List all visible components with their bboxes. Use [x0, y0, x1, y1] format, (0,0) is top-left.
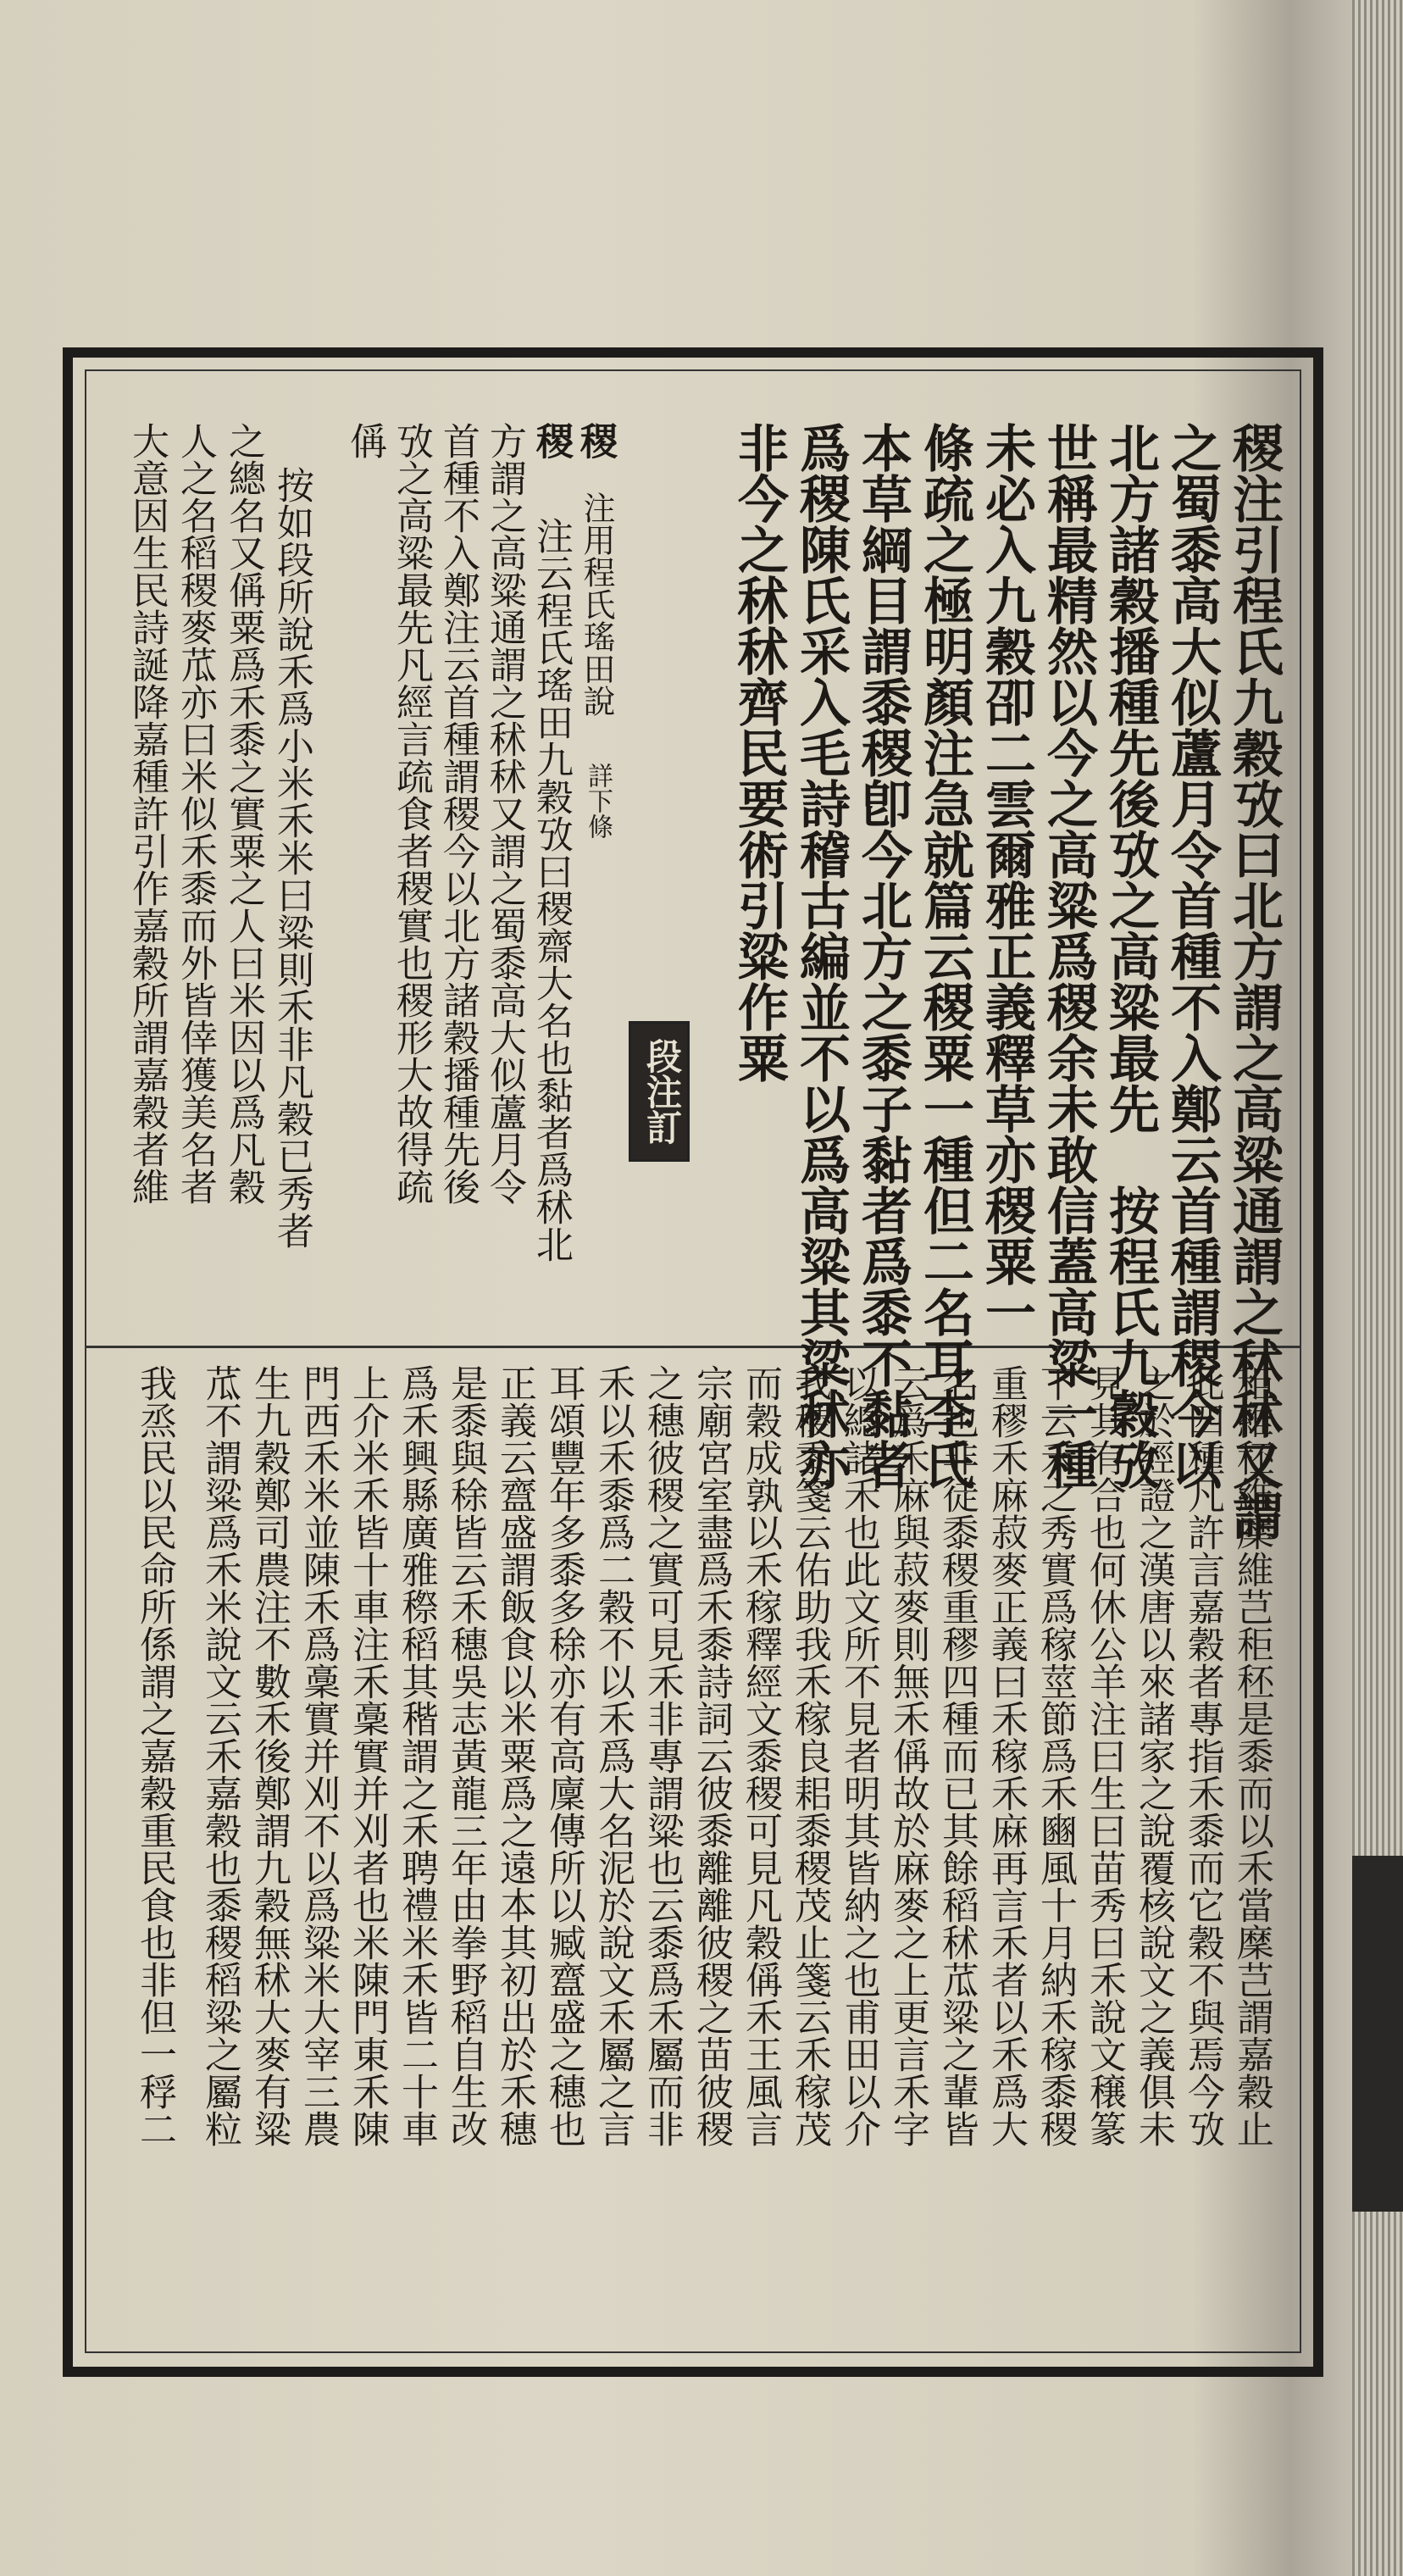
lower-column-11: 而穀成孰以禾稼釋經文黍稷可見凡穀偁禾王風言 — [739, 1364, 782, 2147]
lower-column-19: 上介米禾皆十車注禾稾實并刈者也米陳門東禾陳 — [346, 1364, 389, 2147]
upper-column-7: 本草綱目謂黍稷卽今北方之黍子黏者爲黍不黏者 — [853, 422, 912, 1490]
lower-column-21: 生九穀鄭司農注不數禾後鄭謂九穀無秫大麥有粱 — [247, 1364, 291, 2147]
lower-column-3: 之於經證之漢唐以來諸家之說覆核說文之義俱未 — [1132, 1364, 1175, 2147]
entry-column-9: 大意因生民詩誕降嘉種許引作嘉穀所謂嘉穀者維 — [125, 422, 169, 1205]
entry-column-1: 注云程氏瑤田九穀攷曰稷齋大名也黏者爲秫北 — [530, 517, 573, 1263]
entry-heading-char: 稷 — [574, 422, 617, 459]
entry-heading-char-2: 稷 — [530, 422, 573, 459]
entry-column-2: 方謂之高粱通謂之秫秫又謂之蜀黍高大似蘆月令 — [483, 422, 526, 1205]
lower-column-22: 苽不謂粱爲禾米說文云禾嘉穀也黍稷稻粱之屬粒 — [198, 1364, 241, 2147]
upper-column-9: 非今之秫秫齊民要術引粱作粟 — [729, 422, 789, 1083]
upper-column-3: 北方諸穀播種先後攷之高粱最先 按程氏九穀攷 — [1101, 422, 1160, 1490]
lower-column-2: 此四種凡許言嘉穀者專指禾黍而它穀不與焉今攷 — [1181, 1364, 1224, 2147]
upper-column-1: 稷注引程氏九穀攷曰北方謂之高粱通謂之秫秫又謂 — [1224, 422, 1284, 1541]
upper-column-5: 未必入九穀卲二雲爾雅正義釋草亦稷粟一 — [977, 422, 1036, 1337]
lower-column-15: 耳頌豐年多黍多稌亦有高廩傳所以臧齍盛之穗也 — [542, 1364, 585, 2147]
lower-column-14: 禾以禾黍爲二穀不以禾爲大名泥於說文禾屬之言 — [591, 1364, 635, 2147]
lower-column-10: 我稷黍箋云佑助我禾稼良耜黍稷茂止箋云禾稼茂 — [788, 1364, 831, 2147]
entry-column-7: 之總名又偁粟爲禾黍之實粟之人曰米因以爲凡穀 — [222, 422, 265, 1205]
lower-column-18: 爲禾興縣廣雅穄稻其稭謂之禾聘禮米禾皆二十車 — [395, 1364, 438, 2147]
upper-column-2: 之蜀黍高大似蘆月令首種不入鄭云首種謂稷今以 — [1162, 422, 1222, 1490]
book-edge-shadow — [1352, 1856, 1403, 2212]
entry-note: 注用程氏瑤田說 — [578, 491, 615, 717]
entry-column-5: 偁 — [343, 422, 386, 459]
entry-column-6: 按如段所說禾爲小米禾米曰粱則禾非凡穀已秀者 — [270, 466, 313, 1249]
upper-column-4: 世稱最精然以今之高粱爲稷余未敢信蓋高粱一種 — [1039, 422, 1098, 1490]
lower-column-1: 秬維秠維穈維芑秬秠是黍而以禾當穈芑謂嘉穀止 — [1230, 1364, 1273, 2147]
lower-column-12: 宗廟宮室盡爲禾黍詩詞云彼黍離離彼稷之苗彼稷 — [690, 1364, 733, 2147]
lower-column-13: 之穗彼稷之實可見禾非專謂粱也云黍爲禾屬而非 — [640, 1364, 684, 2147]
lower-column-6: 重穋禾麻菽麥正義曰禾稼禾麻再言禾者以禾爲大 — [984, 1364, 1028, 2147]
lower-column-17: 是黍與稌皆云禾穗吳志黃龍三年由拳野稻自生改 — [444, 1364, 487, 2147]
lower-column-7: 名也非徒黍稷重穋四種而已其餘稻秫苽粱之輩皆 — [935, 1364, 979, 2147]
upper-column-8: 爲稷陳氏采入毛詩稽古編並不以爲高粱其粱秫亦 — [791, 422, 851, 1490]
lower-column-20: 門西禾米並陳禾爲稾實并刈不以爲粱米大宰三農 — [297, 1364, 340, 2147]
entry-column-4: 攷之高粱最先凡經言疏食者稷實也稷形大故得疏 — [390, 422, 433, 1205]
lower-column-8: 云爲禾麻與菽麥則無禾偁故於麻麥之上更言禾字 — [886, 1364, 929, 2147]
upper-column-6: 條疏之極明顏注急就篇云稷粟一種但二名耳李氏 — [915, 422, 974, 1490]
entry-column-8: 人之名稻稷麥苽亦曰米似禾黍而外皆倖獲美名者 — [174, 422, 217, 1205]
lower-column-4: 見其有合也何休公羊注曰生曰苗秀曰禾說文穣篆 — [1083, 1364, 1126, 2147]
lower-column-5: 下云禾之秀實爲稼莖節爲禾豳風十月納禾稼黍稷 — [1034, 1364, 1077, 2147]
lower-column-9: 以總諸禾也此文所不見者明其皆納之也甫田以介 — [837, 1364, 880, 2147]
seal-duan-zhu-ding: 段注訂 — [629, 1021, 690, 1162]
entry-note-small: 詳下條 — [583, 763, 613, 839]
lower-column-16: 正義云齍盛謂飯食以米粟爲之遠本其初出於禾穗 — [493, 1364, 536, 2147]
entry-column-3: 首種不入鄭注云首種謂稷今以北方諸穀播種先後 — [436, 422, 480, 1205]
lower-column-23: 我烝民以民命所係謂之嘉穀重民食也非但一稃二 — [133, 1364, 176, 2147]
